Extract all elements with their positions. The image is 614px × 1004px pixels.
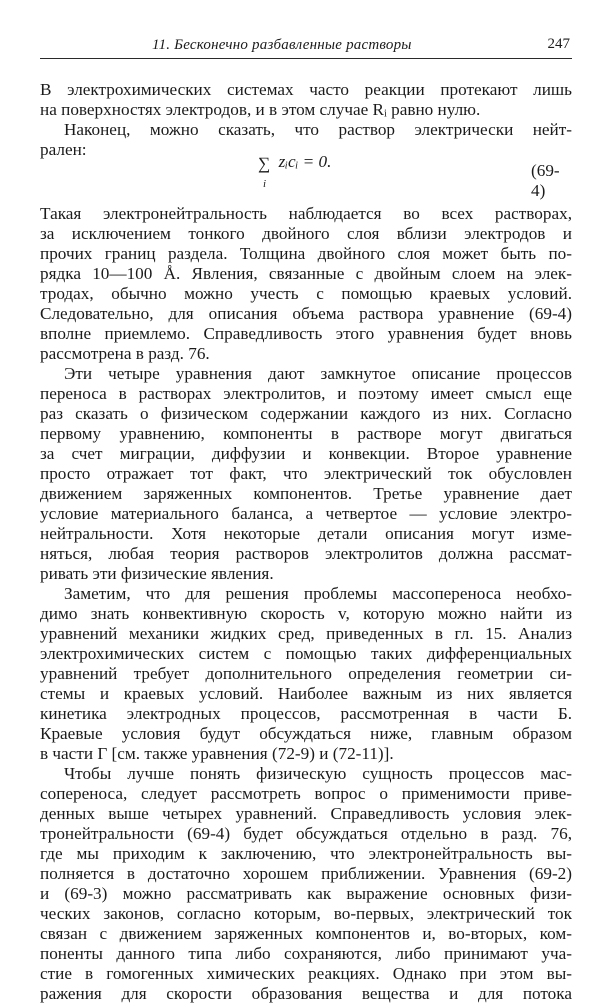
text-line: ражения для скорости образования вещества и для потока <box>40 984 572 1003</box>
text-line: Краевые условия будут обсуждаться ниже, главным образом <box>40 724 572 743</box>
text-line: движением заряженных компонентов. Третье уравнение дает <box>40 484 572 503</box>
text-line: кинетика электродных процессов, рассмотренная в части Б. <box>40 704 572 723</box>
text-line: Эти четыре уравнения дают замкнутое описание процессов <box>64 364 572 383</box>
text-line: денных выше четырех уравнений. Справедливость условия элек- <box>40 804 572 823</box>
equation-number: (69-4) <box>531 161 560 200</box>
page-number: 247 <box>547 36 570 52</box>
text-line: за счет миграции, диффузии и конвекции. Второе уравнение <box>40 444 572 463</box>
text-line: условие материального баланса, а четвертое — условие электро- <box>40 504 572 523</box>
text-line: вполне приемлемо. Справедливость этого уравнения будет вновь <box>40 324 572 343</box>
text-line: димо знать конвективную скорость v, которую можно найти из <box>40 604 572 623</box>
text-line: Наконец, можно сказать, что раствор электрически нейт- <box>64 120 572 139</box>
text-line: переноса в растворах электролитов, и поэтому имеет смысл еще <box>40 384 572 403</box>
text-line: первому уравнению, компоненты в растворе могут двигаться <box>40 424 572 443</box>
text-line: В электрохимических системах часто реакции протекают лишь <box>40 80 572 99</box>
text-line: где мы приходим к заключению, что электронейтральность вы- <box>40 844 572 863</box>
running-title: 11. Бесконечно разбавленные растворы <box>152 37 412 53</box>
running-header <box>40 34 572 59</box>
text-line: ривать эти физические явления. <box>40 564 274 583</box>
text-line: тронейтральности (69-4) будет обсуждаться отдельно в разд. 76, <box>40 824 572 843</box>
text-line: уравнений требует дополнительного определения геометрии си- <box>40 664 572 683</box>
text-line: раз сказать о физическом содержании каждого из них. Согласно <box>40 404 572 423</box>
body-text <box>40 80 572 1004</box>
text-line: рядка 10—100 Å. Явления, связанные с двойным слоем на элек- <box>40 264 572 283</box>
text-line: полняется в достаточно хорошем приближении. Уравнения (69-2) <box>40 864 572 883</box>
summation-index: i <box>263 178 267 190</box>
text-line: прочих границ раздела. Толщина двойного слоя может быть по- <box>40 244 572 263</box>
text-line: стемы и краевых условий. Наиболее важным из них является <box>40 684 572 703</box>
text-line: Следовательно, для описания объема раствора уравнение (69-4) <box>40 304 572 323</box>
text-line: связан с движением заряженных компонентов и, во-вторых, ком- <box>40 924 572 943</box>
equation-69-4 <box>258 152 332 190</box>
equation-body: zᵢcᵢ = 0. <box>278 152 332 171</box>
text-line: ческих законов, согласно которым, во-первых, электрический ток <box>40 904 572 923</box>
text-line: Такая электронейтральность наблюдается во всех растворах, <box>40 204 572 223</box>
text-line: просто отражает тот факт, что электрический ток обусловлен <box>40 464 572 483</box>
text-line: стие в гомогенных химических реакциях. Однако при этом вы- <box>40 964 572 983</box>
text-line: сопереноса, следует рассмотреть вопрос о применимости приве- <box>40 784 572 803</box>
text-line: в части Г [см. также уравнения (72-9) и (72-11)]. <box>40 744 394 763</box>
text-line: нейтральности. Хотя некоторые детали описания могут изме- <box>40 524 572 543</box>
text-line: тродах, обычно можно учесть с помощью краевых условий. <box>40 284 572 303</box>
text-line: рален: <box>40 140 87 159</box>
text-line: электрохимических систем с помощью таких дифференциальных <box>40 644 572 663</box>
text-line: рассмотрена в разд. 76. <box>40 344 210 363</box>
text-line: за исключением тонкого двойного слоя вблизи электродов и <box>40 224 572 243</box>
text-line: уравнений механики жидких сред, приведенных в гл. 15. Анализ <box>40 624 572 643</box>
text-line: Чтобы лучше понять физическую сущность процессов мас- <box>64 764 572 783</box>
text-line: на поверхностях электродов, и в этом случае Rᵢ равно нулю. <box>40 100 481 119</box>
text-line: и (69-3) можно рассматривать как выражение основных физи- <box>40 884 572 903</box>
text-line: няться, любая теория растворов электролитов должна рассмат- <box>40 544 572 563</box>
summation-symbol: ∑ <box>258 154 271 173</box>
text-line: поненты данного типа либо сохраняются, либо принимают уча- <box>40 944 572 963</box>
text-line: Заметим, что для решения проблемы массопереноса необхо- <box>64 584 572 603</box>
